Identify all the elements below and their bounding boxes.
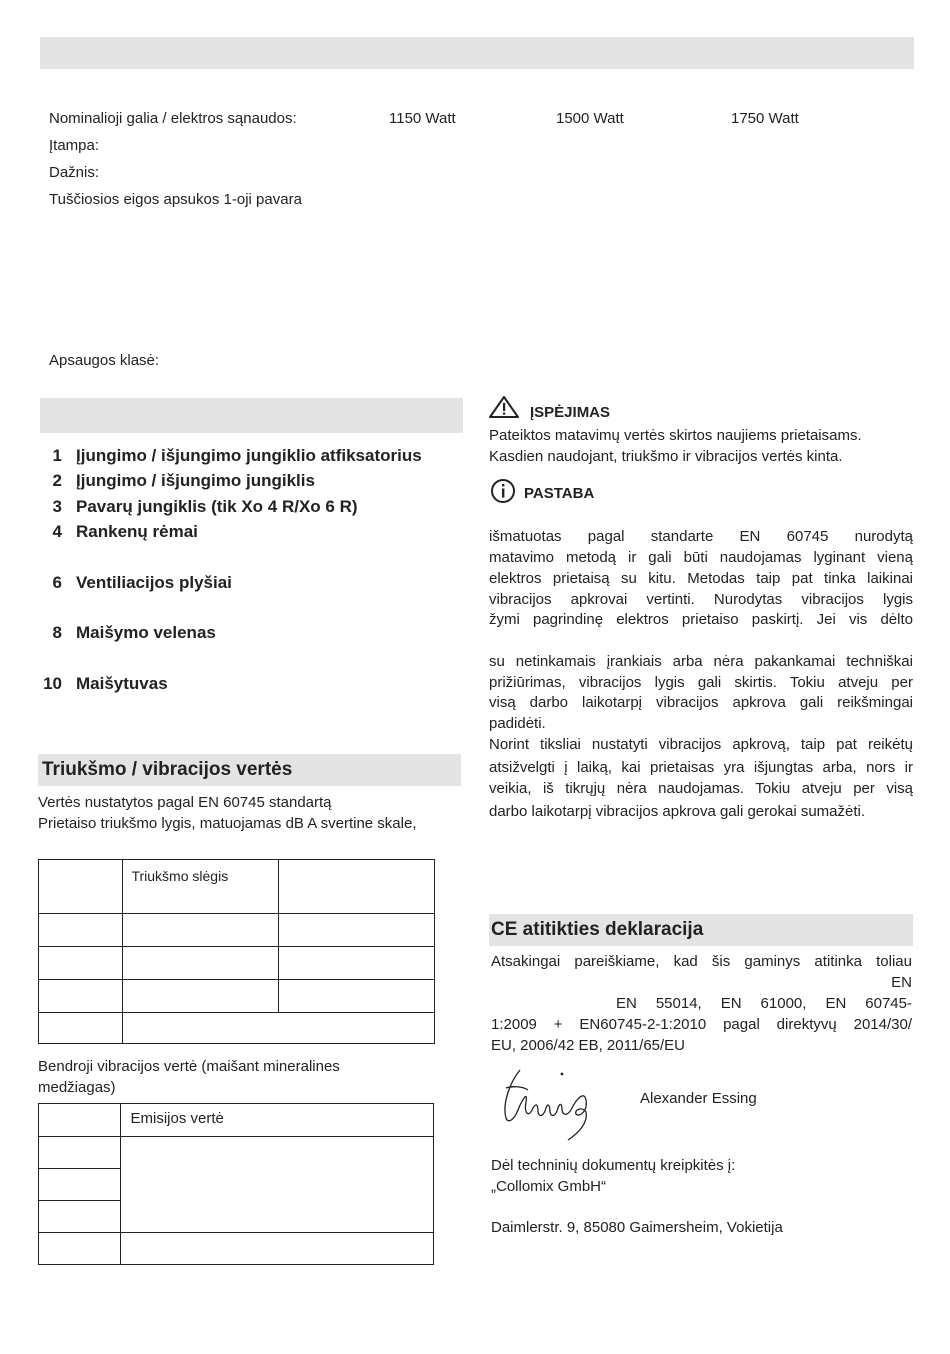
table-cell bbox=[39, 914, 123, 947]
part-label: Maišytuvas bbox=[76, 674, 168, 693]
note-text: Norint tiksliai nustatyti vibracijos apkrovą, taip pat reikėtų bbox=[489, 736, 913, 753]
noise-pressure-header: Triukšmo slėgis bbox=[131, 868, 229, 884]
ce-text: EN 55014, EN 61000, EN 60745- bbox=[616, 995, 912, 1012]
spec-label-protection: Apsaugos klasė: bbox=[49, 352, 160, 369]
note-text: žymi pagrindinę elektros prietaiso paskirtį. Jei vis dėlto bbox=[489, 611, 913, 628]
vibration-intro-2: medžiagas) bbox=[38, 1079, 116, 1096]
table-cell bbox=[39, 1013, 123, 1044]
note-text: matavimo metodą ir gali būti naudojamas lyginant vieną bbox=[489, 549, 913, 566]
company-name: „Collomix GmbH“ bbox=[491, 1178, 607, 1195]
signer-name: Alexander Essing bbox=[640, 1090, 757, 1107]
table-cell bbox=[278, 860, 434, 914]
part-number: 3 bbox=[52, 497, 62, 516]
note-text: padidėti. bbox=[489, 715, 546, 732]
part-label: Įjungimo / išjungimo jungiklio atfiksatorius bbox=[76, 446, 422, 465]
header-bar bbox=[40, 37, 914, 69]
table-cell bbox=[39, 1233, 121, 1265]
table-cell bbox=[278, 947, 434, 980]
table-cell bbox=[278, 980, 434, 1013]
table-cell bbox=[39, 947, 123, 980]
table-cell bbox=[39, 980, 123, 1013]
ce-text: Atsakingai pareiškiame, kad šis gaminys atitinka toliau bbox=[491, 953, 912, 970]
spec-label-speed: Tuščiosios eigos apsukos 1-oji pavara bbox=[49, 191, 302, 208]
note-text: prižiūrimas, vibracijos lygis gali skirtis. Tokiu atveju per bbox=[489, 674, 913, 691]
note-text: išmatuotas pagal standarte EN 60745 nurodytą bbox=[489, 528, 913, 545]
emission-header: Emisijos vertė bbox=[130, 1110, 224, 1127]
parts-header-bar bbox=[40, 398, 463, 433]
spec-value-1500: 1500 Watt bbox=[556, 110, 624, 127]
info-icon bbox=[490, 478, 516, 504]
table-cell bbox=[123, 980, 278, 1013]
note-text: visą darbo laikotarpį vibracijos apkrova gali reikšmingai bbox=[489, 694, 913, 711]
vibration-table bbox=[38, 1103, 434, 1265]
warning-text: Pateiktos matavimų vertės skirtos naujiems prietaisams. bbox=[489, 427, 862, 444]
note-text: su netinkamais įrankiais arba nėra pakankamai techniškai bbox=[489, 653, 913, 670]
spec-value-1150: 1150 Watt bbox=[389, 110, 456, 127]
noise-level-text: Prietaiso triukšmo lygis, matuojamas dB A svertine skale, bbox=[38, 815, 417, 832]
table-cell bbox=[121, 1233, 434, 1265]
note-text: vibracijos apkrovai vertinti. Nurodytas vibracijos lygis bbox=[489, 591, 913, 608]
noise-table bbox=[38, 859, 435, 1044]
table-cell bbox=[123, 914, 278, 947]
table-cell bbox=[39, 1137, 121, 1169]
part-number: 8 bbox=[52, 623, 62, 642]
part-number: 6 bbox=[52, 573, 62, 592]
spec-label-frequency: Dažnis: bbox=[49, 164, 100, 181]
part-number: 10 bbox=[43, 674, 62, 693]
warning-text: Kasdien naudojant, triukšmo ir vibracijos vertės kinta. bbox=[489, 448, 843, 465]
spec-value-1750: 1750 Watt bbox=[731, 110, 799, 127]
part-label: Pavarų jungiklis (tik Xo 4 R/Xo 6 R) bbox=[76, 497, 358, 516]
part-label: Rankenų rėmai bbox=[76, 522, 198, 541]
warning-icon bbox=[488, 395, 520, 419]
table-cell bbox=[121, 1104, 434, 1137]
warning-title: ĮSPĖJIMAS bbox=[530, 404, 611, 421]
table-cell bbox=[278, 914, 434, 947]
part-number: 1 bbox=[52, 446, 62, 465]
signature bbox=[492, 1060, 602, 1144]
spec-label-power: Nominalioji galia / elektros sąnaudos: bbox=[49, 110, 297, 127]
table-cell bbox=[39, 1169, 121, 1201]
note-text: veikia, iš tikrųjų nėra naudojamas. Tokiu atveju per visą bbox=[489, 780, 913, 797]
part-label: Ventiliacijos plyšiai bbox=[76, 573, 232, 592]
note-title: PASTABA bbox=[524, 485, 595, 502]
spec-label-voltage: Įtampa: bbox=[49, 137, 100, 154]
ce-heading: CE atitikties deklaracija bbox=[491, 919, 704, 940]
table-cell bbox=[39, 860, 123, 914]
table-cell bbox=[123, 1013, 435, 1044]
vibration-intro-1: Bendroji vibracijos vertė (maišant mineralines bbox=[38, 1058, 340, 1075]
table-cell bbox=[39, 1201, 121, 1233]
ce-text: EN bbox=[891, 974, 912, 991]
ce-text: EU, 2006/42 EB, 2011/65/EU bbox=[491, 1037, 686, 1054]
table-cell bbox=[121, 1137, 434, 1233]
noise-heading: Triukšmo / vibracijos vertės bbox=[42, 759, 293, 780]
ce-text: 1:2009 + EN60745-2-1:2010 pagal direktyvų 2014/30/ bbox=[491, 1016, 912, 1033]
part-label: Maišymo velenas bbox=[76, 623, 216, 642]
note-text: darbo laikotarpį vibracijos apkrova gali gerokai sumažėti. bbox=[489, 803, 866, 820]
note-text: elektros prietaisą su kitu. Metodas taip pat tinka laikinai bbox=[489, 570, 913, 587]
note-text: atsižvelgti į laiką, kai prietaisas yra išjungtas arba, nors ir bbox=[489, 759, 913, 776]
company-address: Daimlerstr. 9, 85080 Gaimersheim, Vokietija bbox=[491, 1219, 783, 1236]
noise-standard-text: Vertės nustatytos pagal EN 60745 standartą bbox=[38, 794, 332, 811]
table-cell bbox=[123, 947, 278, 980]
table-cell bbox=[123, 860, 278, 914]
contact-text: Dėl techninių dokumentų kreipkitės į: bbox=[491, 1157, 736, 1174]
table-cell bbox=[39, 1104, 121, 1137]
part-label: Įjungimo / išjungimo jungiklis bbox=[76, 471, 315, 490]
part-number: 4 bbox=[52, 522, 62, 541]
part-number: 2 bbox=[52, 471, 62, 490]
